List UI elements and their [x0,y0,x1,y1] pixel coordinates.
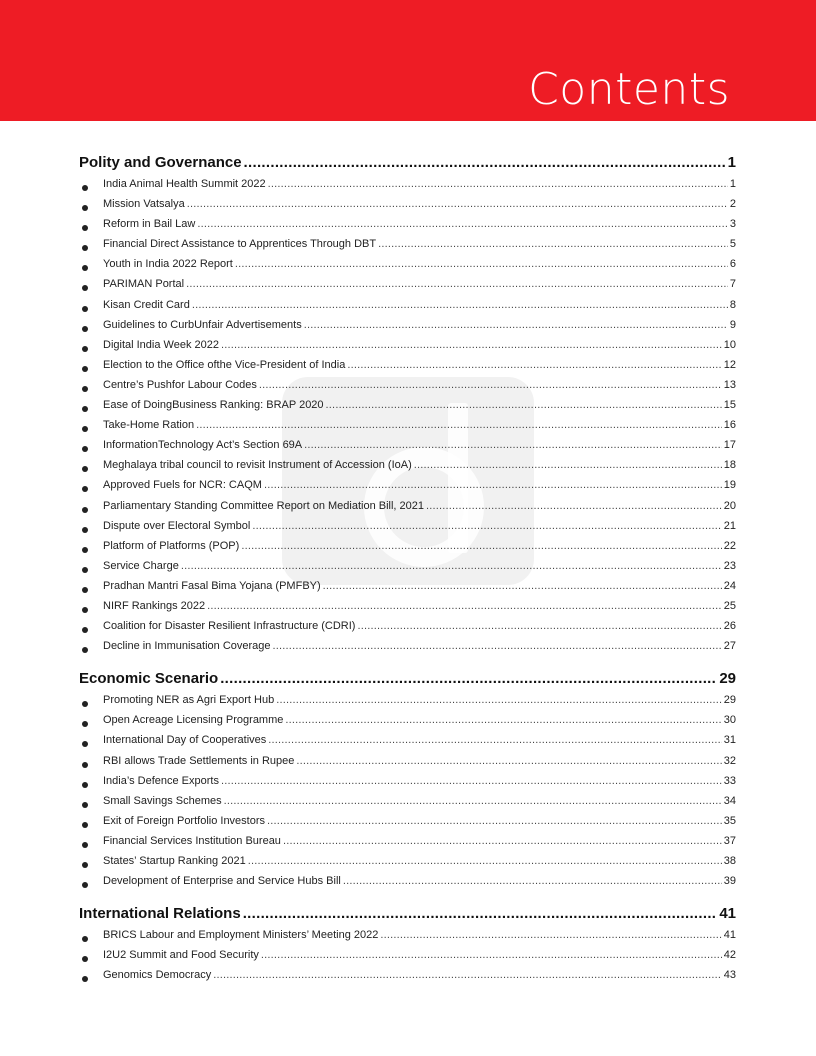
entry-title: Guidelines to CurbUnfair Advertisements [103,318,302,331]
dot-leader [241,540,721,552]
dot-leader [252,520,721,532]
bullet-icon [82,446,88,452]
bullet-icon [82,607,88,613]
entry-title: International Day of Cooperatives [103,734,267,747]
bullet-icon [82,285,88,291]
entry-page-number: 23 [723,559,736,572]
toc-entry[interactable] [79,540,736,560]
toc-entry[interactable] [79,439,736,459]
toc-entry[interactable] [79,278,736,298]
section-heading[interactable] [79,154,736,178]
dot-leader [243,905,718,922]
entry-title: Reform in Bail Law [103,218,196,231]
bullet-icon [82,205,88,211]
entry-page-number: 6 [729,258,736,271]
toc-entry[interactable] [79,319,736,339]
toc-entry[interactable] [79,640,736,660]
entry-title: NIRF Rankings 2022 [103,599,206,612]
entry-title: RBI allows Trade Settlements in Rupee [103,754,295,767]
bullet-icon [82,245,88,251]
entry-page-number: 8 [729,298,736,311]
entry-page-number: 41 [723,929,736,942]
entry-page-number: 34 [723,794,736,807]
entry-title: Pradhan Mantri Fasal Bima Yojana (PMFBY) [103,579,321,592]
section-page-number: 41 [719,905,736,923]
bullet-icon [82,225,88,231]
entry-title: Promoting NER as Agri Export Hub [103,694,275,707]
entry-title: India’s Defence Exports [103,774,219,787]
dot-leader [380,929,721,941]
bullet-icon [82,956,88,962]
toc-entry[interactable] [79,929,736,949]
bullet-icon [82,822,88,828]
entry-page-number: 10 [723,338,736,351]
entry-title: InformationTechnology Act’s Section 69A [103,439,303,452]
toc-entry[interactable] [79,949,736,969]
entry-title: Election to the Office ofthe Vice-President of India [103,358,346,371]
section-heading[interactable] [79,670,736,694]
bullet-icon [82,762,88,768]
entry-title: Open Acreage Licensing Programme [103,714,284,727]
entry-title: Service Charge [103,559,179,572]
entry-page-number: 2 [729,198,736,211]
dot-leader [304,319,728,331]
entry-page-number: 12 [723,358,736,371]
bullet-icon [82,185,88,191]
bullet-icon [82,527,88,533]
dot-leader [248,855,722,867]
section-page-number: 29 [719,670,736,688]
bullet-icon [82,306,88,312]
entry-page-number: 33 [723,774,736,787]
bullet-icon [82,627,88,633]
toc-entry[interactable] [79,359,736,379]
dot-leader [259,379,722,391]
entry-title: Ease of DoingBusiness Ranking: BRAP 2020 [103,399,324,412]
bullet-icon [82,507,88,513]
entry-title: Coalition for Disaster Resilient Infrastructure (CDRI) [103,620,356,633]
entry-title: Exit of Foreign Portfolio Investors [103,814,266,827]
dot-leader [192,299,728,311]
dot-leader [261,949,722,961]
bullet-icon [82,721,88,727]
entry-title: Digital India Week 2022 [103,338,219,351]
entry-page-number: 26 [723,620,736,633]
bullet-icon [82,386,88,392]
toc-entry[interactable] [79,479,736,499]
bullet-icon [82,701,88,707]
entry-title: Platform of Platforms (POP) [103,539,240,552]
entry-title: India Animal Health Summit 2022 [103,178,266,190]
toc-entry[interactable] [79,775,736,795]
bullet-icon [82,647,88,653]
entry-page-number: 17 [723,439,736,452]
toc-entry[interactable] [79,620,736,640]
entry-title: I2U2 Summit and Food Security [103,949,259,962]
dot-leader [244,154,726,171]
toc-entry[interactable] [79,815,736,835]
section-title: Polity and Governance [79,154,242,171]
bullet-icon [82,741,88,747]
dot-leader [296,755,721,767]
entry-title: Kisan Credit Card [103,298,190,311]
bullet-icon [82,587,88,593]
toc-entry[interactable] [79,580,736,600]
bullet-icon [82,862,88,868]
dot-leader [343,875,722,887]
toc-entry[interactable] [79,755,736,775]
page-title: Contents [528,64,730,115]
entry-page-number: 31 [723,734,736,747]
entry-page-number: 27 [723,640,736,653]
entry-title: Approved Fuels for NCR: CAQM [103,479,262,492]
bullet-icon [82,346,88,352]
entry-title: BRICS Labour and Employment Ministers’ Meeting 2022 [103,929,379,942]
section-gap [79,895,736,905]
entry-page-number: 15 [723,399,736,412]
entry-title: Mission Vatsalya [103,198,185,211]
dot-leader [347,359,721,371]
toc-entry[interactable] [79,694,736,714]
bullet-icon [82,486,88,492]
dot-leader [357,620,721,632]
toc-entry[interactable] [79,500,736,520]
dot-leader [221,339,722,351]
dot-leader [220,670,717,687]
bullet-icon [82,265,88,271]
entry-title: Financial Direct Assistance to Apprentices Through DBT [103,238,377,251]
entry-page-number: 13 [723,378,736,391]
section-title: International Relations [79,905,241,923]
entry-page-number: 3 [729,218,736,231]
toc-entry[interactable] [79,459,736,479]
dot-leader [264,479,722,491]
entry-title: Development of Enterprise and Service Hubs Bill [103,875,341,888]
entry-page-number: 1 [729,178,736,190]
toc-entry[interactable] [79,339,736,359]
toc-entry[interactable] [79,734,736,754]
entry-title: Financial Services Institution Bureau [103,834,281,847]
entry-page-number: 21 [723,519,736,532]
dot-leader [414,459,722,471]
toc-entry[interactable] [79,835,736,855]
toc-entry[interactable] [79,258,736,278]
dot-leader [326,399,722,411]
dot-leader [197,218,728,230]
entry-page-number: 20 [723,499,736,512]
toc-entry[interactable] [79,969,736,989]
section-page-number: 1 [727,154,736,171]
dot-leader [273,640,722,652]
toc-entry[interactable] [79,714,736,734]
entry-title: Centre’s Pushfor Labour Codes [103,378,257,391]
toc-entry[interactable] [79,299,736,319]
entry-page-number: 39 [723,875,736,888]
bullet-icon [82,802,88,808]
bullet-icon [82,366,88,372]
table-of-contents [79,154,736,989]
toc-entry[interactable] [79,218,736,238]
header-banner [0,0,816,121]
entry-page-number: 43 [723,969,736,982]
dot-leader [221,775,722,787]
dot-leader [181,560,722,572]
dot-leader [267,815,722,827]
dot-leader [276,694,722,706]
entry-page-number: 32 [723,754,736,767]
entry-title: Take-Home Ration [103,419,195,432]
dot-leader [283,835,722,847]
entry-title: Genomics Democracy [103,969,212,982]
entry-page-number: 18 [723,459,736,472]
entry-page-number: 38 [723,855,736,867]
entry-title: Small Savings Schemes [103,794,222,807]
section-gap [79,660,736,670]
section-heading[interactable] [79,905,736,929]
dot-leader [235,258,728,270]
entry-page-number: 9 [729,318,736,331]
entry-page-number: 35 [723,814,736,827]
entry-page-number: 42 [723,949,736,962]
toc-entry[interactable] [79,379,736,399]
bullet-icon [82,936,88,942]
entry-title: States’ Startup Ranking 2021 [103,855,246,867]
entry-page-number: 7 [729,278,736,291]
toc-entry[interactable] [79,198,736,218]
entry-page-number: 37 [723,834,736,847]
entry-title: Youth in India 2022 Report [103,258,233,271]
bullet-icon [82,547,88,553]
toc-entry[interactable] [79,238,736,258]
dot-leader [224,795,722,807]
bullet-icon [82,842,88,848]
dot-leader [285,714,721,726]
dot-leader [213,969,722,981]
toc-entry[interactable] [79,520,736,540]
entry-title: Parliamentary Standing Committee Report on Mediation Bill, 2021 [103,499,424,512]
toc-entry[interactable] [79,178,736,198]
section-title: Economic Scenario [79,670,219,688]
entry-page-number: 16 [723,419,736,432]
entry-page-number: 24 [723,579,736,592]
bullet-icon [82,567,88,573]
dot-leader [378,238,728,250]
bullet-icon [82,426,88,432]
entry-title: Decline in Immunisation Coverage [103,640,271,653]
dot-leader [323,580,722,592]
toc-entry[interactable] [79,600,736,620]
dot-leader [207,600,722,612]
entry-page-number: 19 [723,479,736,492]
entry-page-number: 5 [729,238,736,251]
dot-leader [268,178,728,190]
bullet-icon [82,326,88,332]
bullet-icon [82,466,88,472]
entry-title: PARIMAN Portal [103,278,185,291]
dot-leader [196,419,722,431]
bullet-icon [82,976,88,982]
dot-leader [304,439,722,451]
entry-page-number: 29 [723,694,736,707]
toc-entry[interactable] [79,560,736,580]
toc-entry[interactable] [79,875,736,895]
dot-leader [186,278,728,290]
entry-page-number: 25 [723,599,736,612]
toc-entry[interactable] [79,795,736,815]
bullet-icon [82,406,88,412]
bullet-icon [82,882,88,888]
entry-page-number: 30 [723,714,736,727]
entry-page-number: 22 [723,539,736,552]
toc-entry[interactable] [79,419,736,439]
toc-entry[interactable] [79,399,736,419]
dot-leader [426,500,722,512]
bullet-icon [82,782,88,788]
toc-entry[interactable] [79,855,736,875]
entry-title: Dispute over Electoral Symbol [103,519,251,532]
dot-leader [187,198,728,210]
entry-title: Meghalaya tribal council to revisit Instrument of Accession (IoA) [103,459,412,472]
dot-leader [268,734,721,746]
